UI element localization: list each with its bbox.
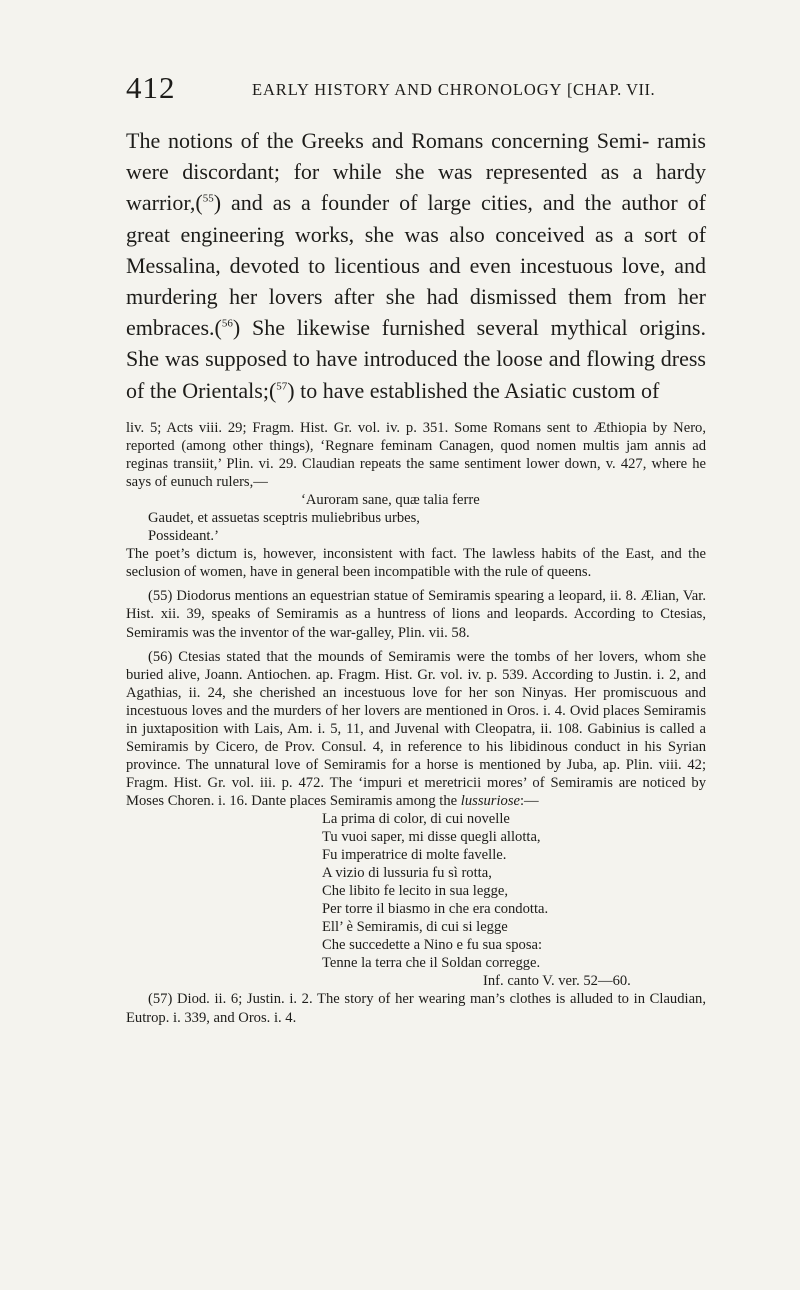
footnote-ref-57[interactable]: 57 (276, 380, 288, 393)
note-dictum: The poet’s dictum is, however, inconsistent with fact. The lawless habits of the East, and the seclusion of women, have in general been incompatible with the rule of queens. (126, 546, 706, 581)
dante-quote: La prima di color, di cui novelle Tu vuoi saper, mi disse quegli allotta, Fu imperatrice di molte favelle. A vizio di lussuria fu sì rotta, Che libito fe lecito in sua legge, Per torre il biasmo in che era condotta. Ell’ è Semiramis, di cui si legge Che succedette a Nino e fu sua sposa: Tenne la terra che il Soldan corregge. (322, 810, 549, 972)
footnote-56: (56) Ctesias stated that the mounds of Semiramis were the tombs of her lovers, whom she buried alive, Joann. Antiochen. ap. Fragm. Hist. Gr. vol. iv. p. 539. According to Justin. i. 2, and Agathias, ii. 24, she cherished an incestuous love for her son Ninyas. Her promiscuous and incestuous loves and the murders of her lovers are mentioned in Oros. i. 4. Ovid places Semiramis in juxtaposition with Lais, Am. i. 5, 11, and Juvenal with Cleopatra, ii. 108. Gabinius is called a Semiramis by Cicero, de Prov. Consul. 4, in reference to his libidinous conduct in his Syrian province. The unnatural love of Semiramis for a horse is mentioned by Juba, ap. Plin. viii. 42; Fragm. Hist. Gr. vol. iii. p. 472. The ‘impuri et meretricii mores’ of Semiramis are noticed by Moses Choren. i. 16. Dante places Semiramis among the lussuriose:— (126, 648, 706, 809)
footnote-ref-55[interactable]: 55 (202, 193, 214, 206)
running-head (126, 70, 706, 110)
running-title: EARLY HISTORY AND CHRONOLOGY (252, 80, 563, 99)
footnote-57: (57) Diod. ii. 6; Justin. i. 2. The story of her wearing man’s clothes is alluded to in Claudian, Eutrop. i. 339, and Oros. i. 4. (126, 991, 706, 1026)
chapter-label: [CHAP. VII. (567, 80, 656, 99)
main-paragraph: The notions of the Greeks and Romans concerning Semi- ramis were discordant; for while she was represented as a hardy warrior,($^{55}$) and as a founder of large cities, and the author of great engineering works, she was also conceived as a sort of Messalina, devoted to licentious and even incestuous love, and murdering her lovers after she had dismissed them from her embraces.($^{56}$) She likewise furnished several mythical origins. She was supposed to have introduced the loose and flowing dress of the Orientals;($^{57}$) to have established the Asiatic custom of (126, 128, 707, 403)
footnote-ref-56[interactable]: 56 (221, 317, 233, 330)
footnote-55: (55) Diodorus mentions an equestrian statue of Semiramis spearing a leopard, ii. 8. Ælian, Var. Hist. xii. 39, speaks of Semiramis as a huntress of lions and leopards. According to Ctesias, Semiramis was the inventor of the war-galley, Plin. vii. 58. (126, 588, 706, 641)
dante-citation: Inf. canto V. ver. 52—60. (483, 973, 631, 990)
note-continuation: liv. 5; Acts viii. 29; Fragm. Hist. Gr. vol. iv. p. 351. Some Romans sent to Æthiopia by Nero, reported (among other things), ‘Regnare feminam Canagen, quod nomen multis jam annis ad reginas transiit,’ Plin. vi. 29. Claudian repeats the same sentiment lower down, v. 427, where he says of eunuch rulers,— (126, 420, 706, 491)
page-number: 412 (126, 70, 176, 105)
footnotes (126, 419, 706, 1027)
claudian-quote: ‘Auroram sane, quæ talia ferre Gaudet, et assuetas sceptris muliebribus urbes, Possideant.’ (148, 492, 480, 545)
